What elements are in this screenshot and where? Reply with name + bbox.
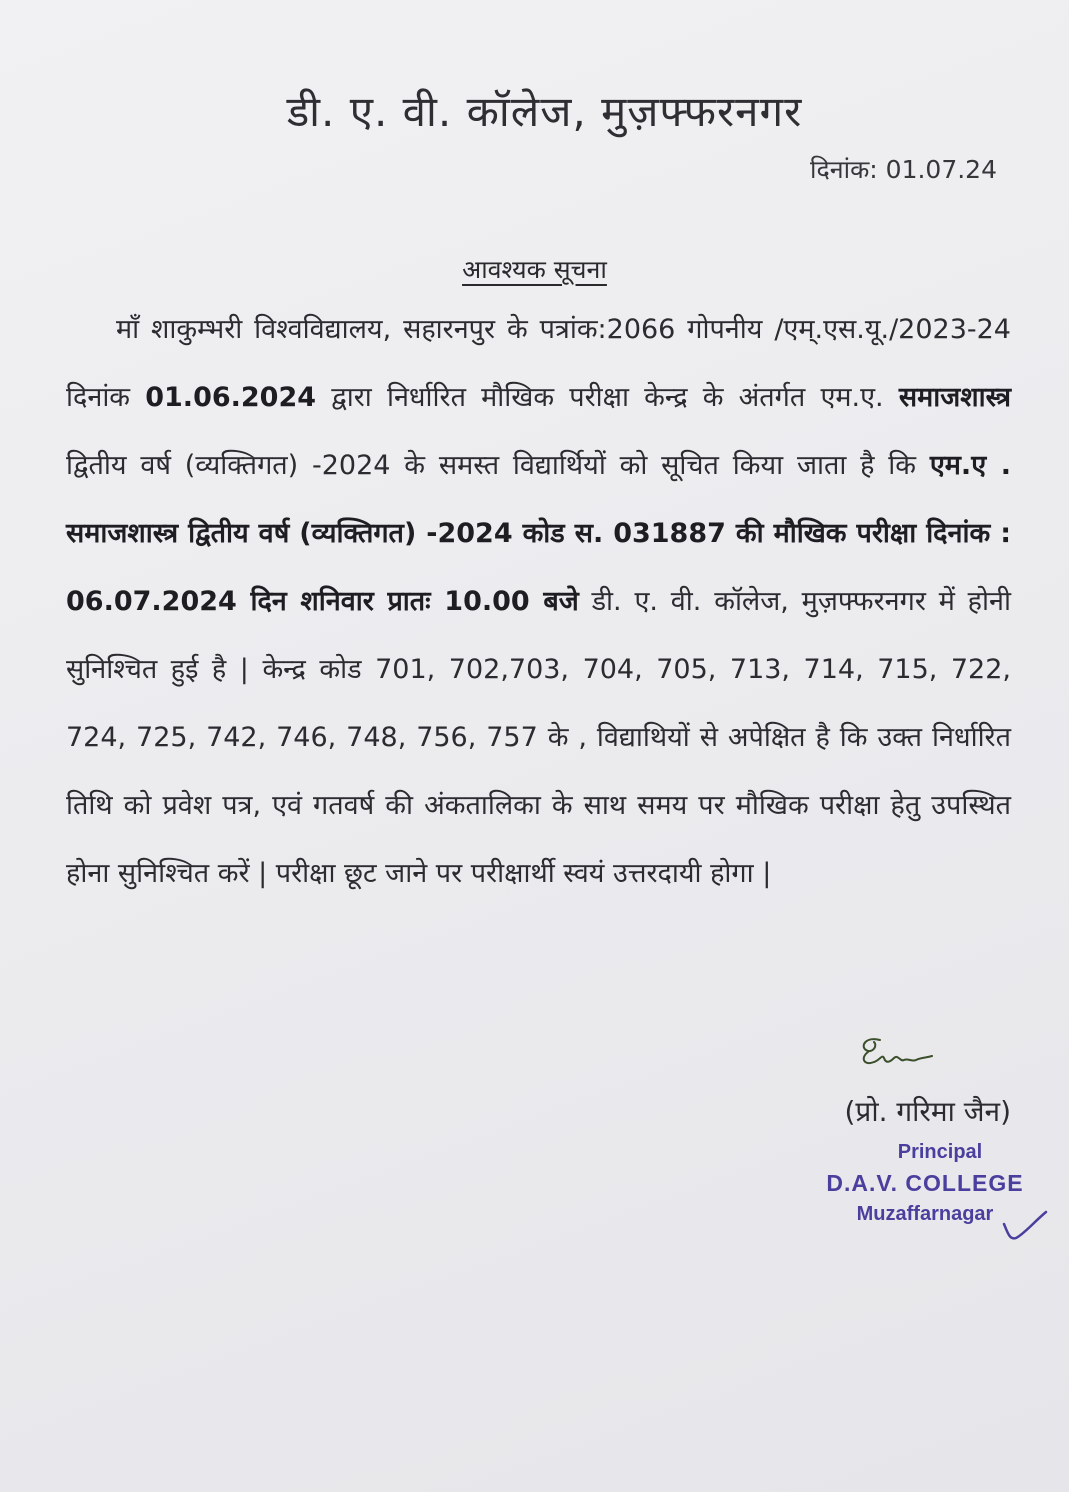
stamp-title: Principal — [897, 1141, 983, 1163]
notice-body — [66, 296, 1011, 908]
body-segment-1: माँ शाकुम्भरी विश्वविद्यालय, सहारनपुर के पत्रांक:2066 गोपनीय /एम्.एस.यू./2023-24 दिनांक — [66, 314, 1011, 413]
notice-date: दिनांक: 01.07.24 — [810, 155, 997, 184]
body-segment-3: द्वितीय वर्ष (व्यक्तिगत) -2024 के समस्त विद्यार्थियों को सूचित किया जाता है कि — [66, 450, 930, 481]
letter-date-bold: 01.06.2024 — [145, 382, 317, 413]
exam-details-bold: एम.ए . समाजशास्त्र द्वितीय वर्ष (व्यक्तिगत) -2024 कोड स. 031887 की मौखिक परीक्षा दिनांक : 06.07.2024 दिन शनिवार प्रातः 10.00 बजे — [66, 450, 1012, 617]
stamp-city: Muzaffarnagar — [856, 1203, 994, 1225]
notice-heading-text: आवश्यक सूचना — [462, 255, 607, 284]
body-segment-2: द्वारा निर्धारित मौखिक परीक्षा केन्द्र के अंतर्गत एम.ए. — [316, 382, 899, 413]
college-title: डी. ए. वी. कॉलेज, मुज़फ्फरनगर — [286, 87, 803, 136]
signature-mark — [850, 1032, 940, 1082]
notice-heading — [0, 252, 1069, 286]
stamp-college: D.A.V. COLLEGE — [826, 1170, 1024, 1196]
subject-bold: समाजशास्त्र — [898, 382, 1011, 413]
signatory-name: (प्रो. गरिमा जैन) — [844, 1095, 1011, 1128]
tick-mark-icon — [1000, 1206, 1050, 1246]
body-segment-4: डी. ए. वी. कॉलेज, मुज़फ्फरनगर में होनी सुनिश्चित हुई है | केन्द्र कोड 701, 702,703, 704, 705, 713, 714, 715, 722, 724, 725, 742, 746, 748, 756, 757 के , विद्याथियों से अपेक्षित है कि उक्त निर्धारित तिथि को प्रवेश पत्र, एवं गतवर्ष की अंकतालिका के साथ समय पर मौखिक परीक्षा हेतु उपस्थित होना सुनिश्चित करें | परीक्षा छूट जाने पर परीक्षार्थी स्वयं उत्तरदायी होगा | — [66, 586, 1011, 889]
